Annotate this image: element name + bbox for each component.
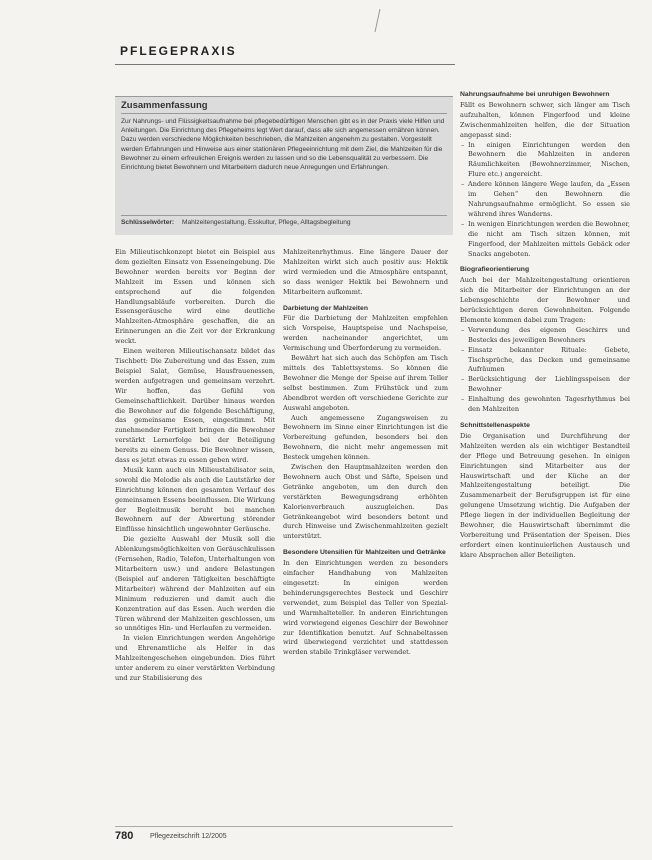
list-item: – Andere können längere Wege laufen, da „Essen im Gehen“ den Bewohnern die Nahrungsaufnahme ermöglicht. So essen sie während ihres Wanderns. — [468, 180, 630, 220]
list-item: – Berücksichtigung der Lieblingsspeisen der Bewohner — [468, 375, 630, 395]
list-item: – In wenigen Einrichtungen werden die Bewohner, die nicht am Tisch sitzen können, mit Fingerfood, der Mahlzeiten mittels Gebäck oder Snacks angeboten. — [468, 220, 630, 260]
list-item: – In einigen Einrichtungen werden den Bewohnern die Mahlzeiten in anderen Räumlichkeiten (Bewohnerzimmer, Nischen, Flure etc.) angereicht. — [468, 141, 630, 181]
text-column-2 — [283, 248, 448, 820]
paragraph: Die Organisation und Durchführung der Mahlzeiten werden als ein wichtiger Bestandteil der Pflege und Betreuung gesehen. In einigen Einrichtungen sind Mitarbeiter aus der Hauswirtschaft und der Küche an der Mahlzeitengestaltung beteiligt. Die Zusammenarbeit der Berufsgruppen ist für eine gelungene Umsetzung wichtig. Die Aufgaben der Pflege liegen in der individuellen Begleitung der Bewohner, die Hauswirtschaft übernimmt die Vorbereitung und Präsentation der Speisen. Dies erfordert einen kontinuierlichen Austausch und klare Absprachen aller Beteiligten. — [460, 431, 630, 559]
paragraph: Für die Darbietung der Mahlzeiten empfehlen sich Vorspeise, Hauptspeise und Nachspeise, werden nacheinander angerichtet, um Vermischung und Überforderung zu vermeiden. — [283, 314, 448, 353]
paragraph: Bewährt hat sich auch das Schöpfen am Tisch mittels des Tablettsystems. So können die Bewohner die Menge der Speise auf ihrem Teller selbst bestimmen. Zum Frühstück und zum Abendbrot werden oft verschiedene Gerichte zur Auswahl angeboten. — [283, 354, 448, 412]
paragraph: Die gezielte Auswahl der Musik soll die Ablenkungsmöglichkeiten von Geräuschkulissen (Fernsehen, Radio, Telefon, Unterhaltungen von Mitarbeitern usw.) und andere Belastungen (Beispiel auf anderen Tätigkeiten beschäftigte Mitarbeiter) während der Mahlzeiten auf ein Minimum reduzieren und damit auch die Konzentration auf das Essen. Auch werden die Türen während der Mahlzeiten geschlossen, um so unnötiges Hin- und Herlaufen zu vermeiden. — [115, 535, 275, 633]
page-number: 780 — [115, 830, 134, 842]
keywords-rule — [121, 215, 447, 216]
summary-title-rule — [121, 113, 447, 114]
keywords-line — [121, 219, 447, 226]
summary-title: Zusammenfassung — [121, 100, 208, 111]
keywords-label: Schlüsselwörter: — [121, 219, 175, 226]
keywords-value: Mahlzeitengestaltung, Esskultur, Pflege, Alltagsbegleitung — [181, 219, 351, 226]
footer-rule — [115, 826, 453, 827]
paragraph: Mahlzeitenrhythmus. Eine längere Dauer der Mahlzeiten wirkt sich auch positiv aus: Hektik wird vermieden und die Atmosphäre entspannt, so dass weniger Hektik bei Bewohnern und Mitarbeitern aufkommt. — [283, 248, 448, 296]
paragraph: Zwischen den Hauptmahlzeiten werden den Bewohnern auch Obst und Säfte, Speisen und Getränke angeboten, um den durch den verstärkten Bewegungsdrang erhöhten Kalorienverbrauch auszugleichen. Das Getränkeangebot wird besonders betont und durch Hinweise und Zwischenmahlzeiten gezielt unterstützt. — [283, 463, 448, 541]
summary-box — [115, 96, 453, 235]
section-heading: Schnittstellenaspekte — [460, 422, 530, 429]
bullet-list — [460, 141, 630, 260]
paragraph: Ein Milieutischkonzept bietet ein Beispiel aus dem gezielten Einsatz von Esseneingebung. Die Bewohner werden bereits vor Beginn der Mahlzeit im Essen und können sich entsprechend auf die folgenden Handlungsabläufe vorbereiten. Durch die Essensgeräusche wird eine deutliche Mahlzeiten-Atmosphäre geschaffen, die an Erinnerungen an die Zeit vor der Erkrankung weckt. — [115, 248, 275, 346]
text-column-3 — [460, 84, 630, 820]
text-column-1 — [115, 248, 275, 820]
summary-text: Zur Nahrungs- und Flüssigkeitsaufnahme bei pflegebedürftigen Menschen gibt es in der Praxis viele Hilfen und Anleitungen. Die Einrichtung des Pflegeheims legt Wert darauf, dass alle sich angemessen ernähren können. Dazu werden verschiedene Möglichkeiten beschrieben, die Mahlzeiten angenehm zu gestalten. Vorgestellt werden Erfahrungen und Hinweise aus einer stationären Pflegeeinrichtung mit dem Ziel, die Mahlzeiten für die Bewohner zu einem erfreulichen Ereignis werden zu lassen und so die Lebensqualität zu verbessern. Die Einrichtung bietet Bewohnern und Mitarbeitern dadurch neue Anregungen und Erfahrungen. — [121, 118, 445, 172]
bullet-list — [460, 326, 630, 415]
section-heading: Nahrungsaufnahme bei unruhigen Bewohnern — [460, 91, 610, 98]
paragraph: Auch angemessene Zugangsweisen zu Bewohnern im Sinne einer Einrichtungen ist die Vorbereitung gefunden, besonders bei den Bewohnern, die nicht mehr angemessen mit Besteck umgehen können. — [283, 413, 448, 462]
paragraph: Fällt es Bewohnern schwer, sich länger am Tisch aufzuhalten, können Fingerfood und kleine Zwischenmahlzeiten helfen, die der Situation angepasst sind: — [460, 100, 630, 139]
list-item: – Einsatz bekannter Rituale: Gebete, Tischsprüche, das Decken und gemeinsame Aufräumen — [468, 346, 630, 376]
list-item: – Einhaltung des gewohnten Tagesrhythmus bei den Mahlzeiten — [468, 395, 630, 415]
pencil-mark-icon — [372, 8, 382, 34]
list-item: – Verwendung des eigenen Geschirrs und Bestecks des jeweiligen Bewohners — [468, 326, 630, 346]
header-rule — [115, 64, 455, 65]
section-heading: Besondere Utensilien für Mahlzeiten und Getränke — [283, 549, 446, 557]
paragraph: Einen weiteren Milieutischansatz bildet das Tischbett: Die Zubereitung und das Essen, zum Beispiel Salat, Gemüse, Hausfrauenessen, werden aufgetragen und gemeinsam verzehrt. Wir hoffen, das Gefühl von Gemeinschaftlichkeit. Darüber hinaus werden die Bewohner auf die folgende Beschäftigung, das gemeinsame Essen, eingestimmt. Mit zunehmender Fertigkeit bringen die Bewohner verstärkt Lernerfolge bei der Beteiligung bereits zu einem Genuss. Die Bewohner wissen, dass es jetzt etwas zu essen geben wird. — [115, 347, 275, 465]
journal-source: Pflegezeitschrift 12/2005 — [150, 833, 227, 840]
paragraph: Musik kann auch ein Milieustabilisator sein, sowohl die Melodie als auch die Lautstärke der Einrichtung können den gesamten Verlauf des gemeinsamen Essens beeinflussen. Die Wirkung der Begleitmusik beruht bei manchen Bewohnern auf der Abwertung störender Einflüsse hinsichtlich ungewohnter Geräusche. — [115, 465, 275, 534]
section-heading: Darbietung der Mahlzeiten — [283, 304, 368, 312]
section-label: PFLEGEPRAXIS — [120, 44, 237, 58]
section-heading: Biografieorientierung — [460, 266, 530, 274]
paragraph: In vielen Einrichtungen werden Angehörige und Ehrenamtliche als Helfer in das Mahlzeitengeschehen eingebunden. Dies führt unter anderem zu einer verstärkten Verbindung und zur Stabilisierung des — [115, 634, 275, 682]
paragraph: Auch bei der Mahlzeitengestaltung orientieren sich die Mitarbeiter der Einrichtungen an der Lebensgeschichte der Bewohner und berücksichtigen deren Gewohnheiten. Folgende Elemente kommen dabei zum Tragen: — [460, 276, 630, 324]
paragraph: In den Einrichtungen werden zu besonders einfacher Handhabung von Mahlzeiten eingesetzt: In einigen werden behinderungsgerechtes Besteck und Geschirr verwendet, zum Beispiel das Teller von Spezial- und Warmhalteteller. In anderen Einrichtungen wird vorwiegend eigenes Geschirr der Bewohner zur Identifikation benutzt. Auf Schnabeltassen wird überwiegend verzichtet und stattdessen werden stabile Trinkgläser verwendet. — [283, 559, 448, 657]
